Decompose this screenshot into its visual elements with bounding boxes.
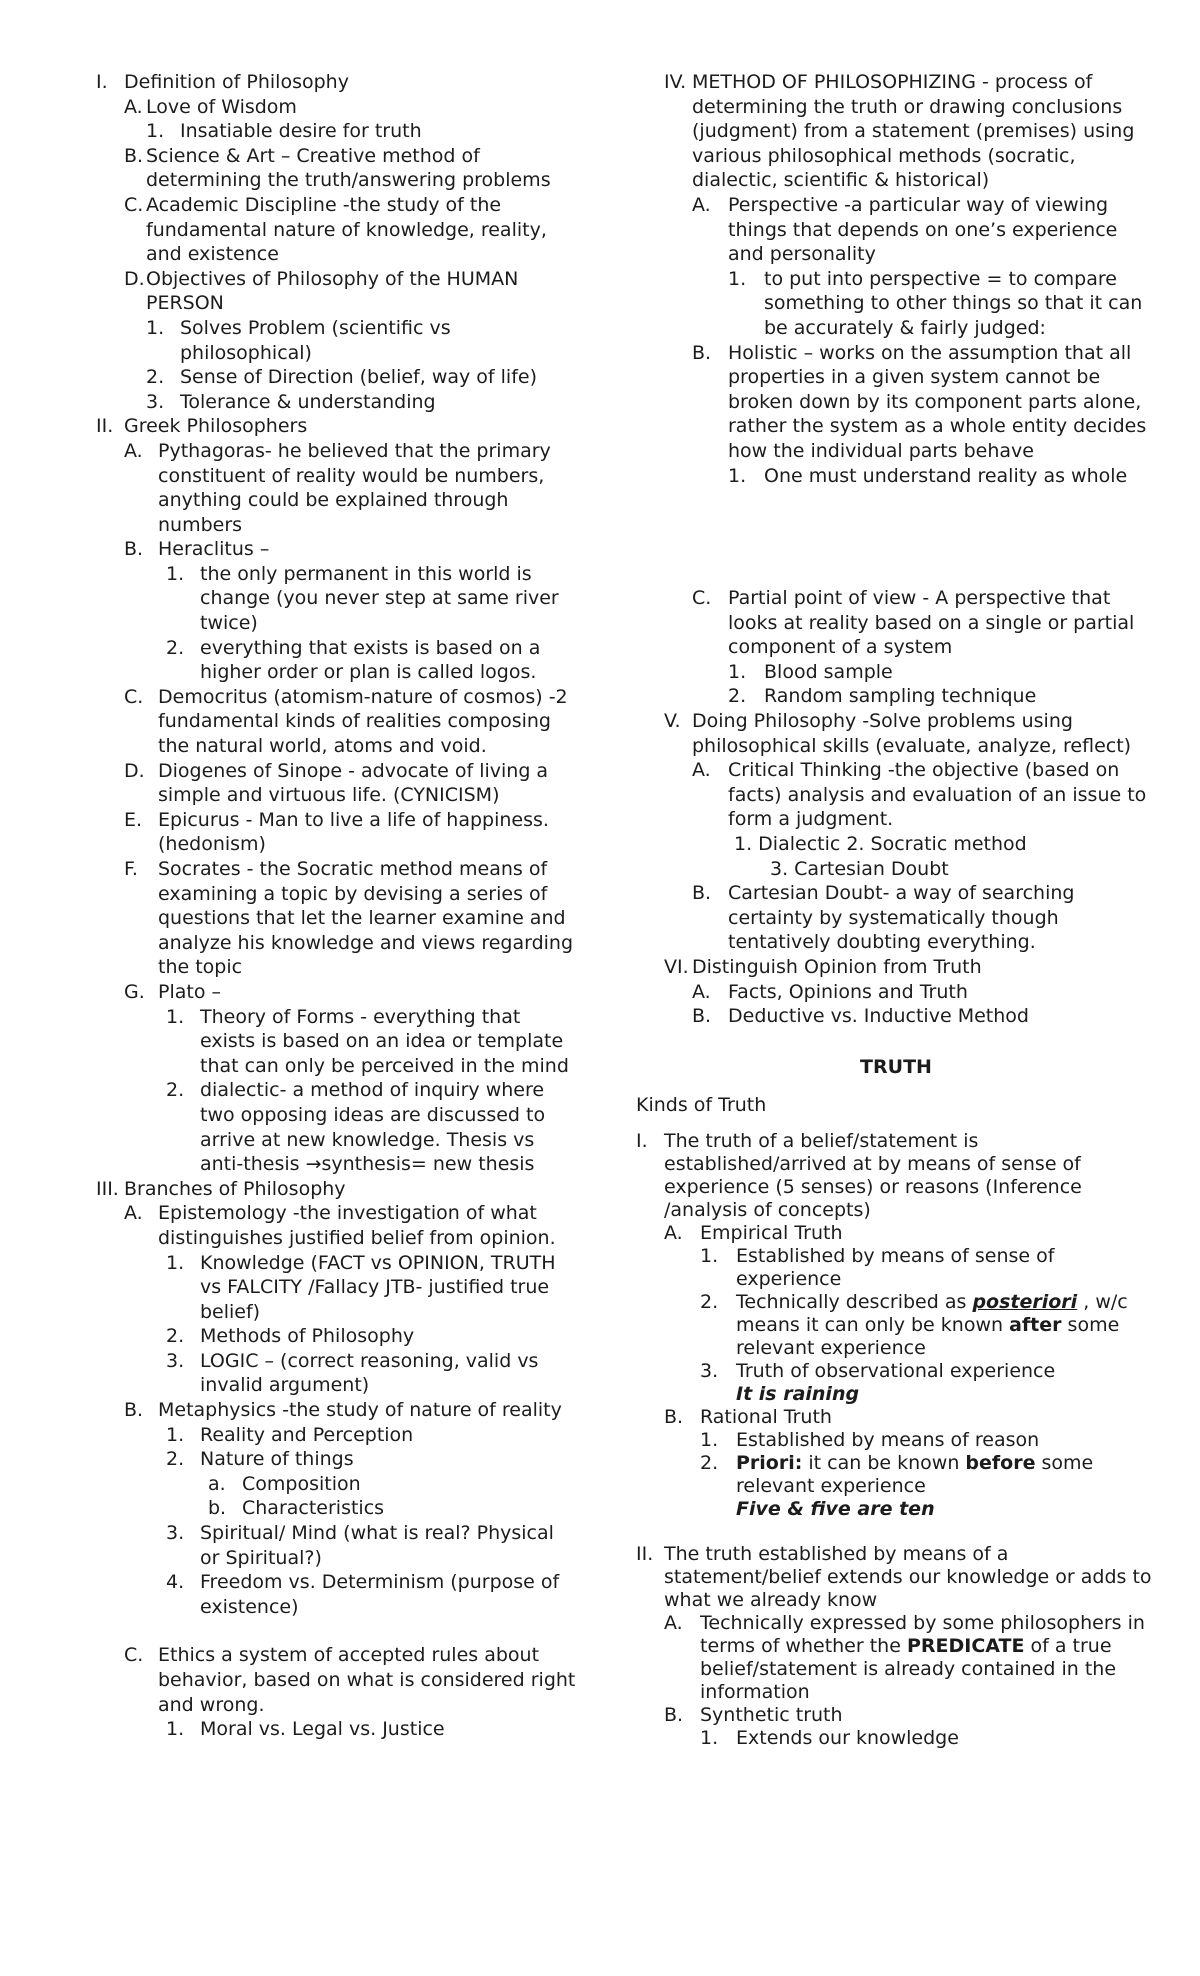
item-body: Established by means of sense of experience [736, 1244, 1055, 1290]
bold-term: after [1009, 1313, 1062, 1336]
item-text [200, 636, 576, 685]
item-marker: 1. [700, 1244, 719, 1267]
item-text [692, 955, 1156, 980]
item-marker: IV. [664, 71, 687, 93]
item-body: Kinds of Truth [636, 1094, 767, 1117]
item-body: Synthetic truth [700, 1703, 843, 1726]
item-marker: III. [96, 1177, 119, 1200]
item-text [200, 1717, 576, 1742]
item-text [692, 709, 1156, 758]
item-marker: 1. [146, 316, 165, 339]
item-text [728, 758, 1156, 832]
item-text [736, 1245, 1156, 1291]
item-marker: B. [692, 341, 712, 364]
outline-item [96, 636, 576, 685]
item-text [770, 857, 1156, 882]
outline-item [96, 808, 576, 857]
outline-item [96, 1643, 576, 1717]
section-heading [636, 1055, 1156, 1080]
item-text [200, 1570, 576, 1619]
item-body: Cartesian Doubt- a way of searching certainty by systematically though tentatively doubting everything. [728, 882, 1075, 954]
item-marker: A. [692, 759, 711, 782]
item-marker: 2. [166, 1325, 185, 1348]
item-text [158, 537, 576, 562]
outline-item [96, 980, 576, 1005]
outline-item [636, 857, 1156, 882]
outline-item [96, 144, 576, 193]
outline-item [96, 1078, 576, 1176]
outline-item [96, 1398, 576, 1423]
outline-item [636, 1130, 1156, 1222]
item-marker: 3. [146, 390, 165, 413]
item-body: some relevant experience [736, 1313, 1120, 1359]
item-body: Technically expressed by some philosophers in terms of whether the [700, 1611, 1145, 1657]
item-text [242, 1472, 576, 1497]
item-body: Extends our knowledge [736, 1726, 959, 1749]
outline-item [96, 316, 576, 365]
item-body: Love of Wisdom [146, 95, 297, 118]
item-marker: A. [124, 95, 143, 118]
item-text [242, 1496, 576, 1521]
item-body: METHOD OF PHILOSOPHIZING - process of determining the truth or drawing conclusions (judgment) from a statement (premises) using various philosophical methods (socratic, dialectic, scientific & historical) [692, 71, 1135, 192]
item-body: The truth established by means of a statement/belief extends our knowledge or adds to what we already know [664, 1542, 1152, 1611]
item-marker: 1. [166, 1718, 185, 1741]
item-text [124, 70, 576, 95]
item-marker: 2. [700, 1290, 719, 1313]
item-text [180, 390, 576, 415]
item-marker: 1. [166, 1423, 185, 1446]
item-body: Five & five are ten [736, 1497, 935, 1520]
item-marker: b. [208, 1497, 227, 1520]
item-marker: 1. [728, 464, 747, 487]
item-text [700, 1612, 1156, 1704]
item-marker: 1. [700, 1428, 719, 1451]
item-text [158, 1201, 576, 1250]
outline-item [636, 980, 1156, 1005]
item-marker: C. [124, 193, 144, 216]
outline-item [636, 1429, 1156, 1452]
outline-item [96, 1177, 576, 1202]
item-body: Tolerance & understanding [180, 390, 436, 413]
item-marker: 3. [166, 1349, 185, 1372]
item-marker: D. [124, 759, 145, 782]
item-marker: 3. [166, 1522, 185, 1545]
item-marker: A. [124, 1202, 143, 1225]
item-text [146, 193, 576, 267]
bold-term: posteriori [972, 1290, 1078, 1313]
outline-item [636, 881, 1156, 955]
item-marker: D. [124, 267, 145, 290]
item-body: Freedom vs. Determinism (purpose of existence) [200, 1571, 560, 1618]
outline-item [96, 439, 576, 537]
outline-item [636, 709, 1156, 758]
item-text [692, 70, 1156, 193]
outline-item [636, 193, 1156, 267]
item-body: Democritus (atomism-nature of cosmos) -2 fundamental kinds of realities composing the natural world, atoms and void. [158, 685, 568, 758]
item-body: the only permanent in this world is change (you never step at same river twice) [200, 562, 559, 635]
item-text [124, 414, 576, 439]
item-marker: VI. [664, 956, 689, 978]
item-body: Partial point of view - A perspective that looks at reality based on a single or partial component of a system [728, 587, 1135, 659]
item-text [124, 1177, 576, 1202]
item-body: , w/c means it can only be known [736, 1290, 1128, 1336]
item-text [158, 1643, 576, 1717]
outline-item [96, 390, 576, 415]
outline-item [96, 70, 576, 95]
outline-item [96, 1472, 576, 1497]
item-body: Blood sample [764, 660, 893, 683]
item-body: Truth of observational experience [736, 1359, 1056, 1382]
item-marker: II. [96, 415, 114, 438]
item-body: of a true belief/statement is already contained in the information [700, 1634, 1117, 1703]
item-body: Moral vs. Legal vs. Justice [200, 1718, 445, 1741]
outline-item [96, 193, 576, 267]
item-marker: 2. [166, 1448, 185, 1471]
item-body: Branches of Philosophy [124, 1177, 346, 1200]
item-text [728, 1004, 1156, 1029]
outline-item [96, 267, 576, 316]
item-marker: 4. [166, 1571, 185, 1594]
item-body: Greek Philosophers [124, 415, 308, 438]
item-text [180, 316, 576, 365]
outline-item [636, 1093, 1156, 1118]
item-body: Diogenes of Sinope - advocate of living a simple and virtuous life. (CYNICISM) [158, 759, 549, 807]
item-marker: I. [636, 1129, 648, 1152]
outline-item [96, 1201, 576, 1250]
item-text [146, 267, 576, 316]
outline-item [636, 1543, 1156, 1612]
item-marker: E. [124, 808, 143, 831]
item-marker: 1. [700, 1726, 719, 1749]
item-text [700, 1406, 1156, 1429]
bold-term: PREDICATE [906, 1634, 1025, 1657]
item-marker: A. [692, 980, 711, 1003]
item-text [728, 586, 1156, 660]
outline-item [636, 267, 1156, 341]
outline-item [96, 759, 576, 808]
item-marker: B. [124, 144, 144, 167]
item-text [200, 1324, 576, 1349]
item-text [728, 193, 1156, 267]
item-body: Perspective -a particular way of viewing things that depends on one’s experience and personality [728, 193, 1118, 266]
item-marker: A. [664, 1221, 683, 1244]
item-text [728, 341, 1156, 464]
outline-item [636, 1383, 1156, 1406]
item-body: Theory of Forms - everything that exists is based on an idea or template that can only be perceived in the mind [200, 1005, 569, 1077]
item-text [736, 1291, 1156, 1360]
item-body: LOGIC – (correct reasoning, valid vs invalid argument) [200, 1349, 539, 1397]
item-body: Distinguish Opinion from Truth [692, 956, 982, 978]
item-text [728, 881, 1156, 955]
item-marker: I. [96, 71, 108, 93]
item-body: Nature of things [200, 1448, 354, 1471]
item-text [728, 980, 1156, 1005]
outline-item [96, 685, 576, 759]
outline-item [636, 758, 1156, 832]
item-body: Metaphysics -the study of nature of reality [158, 1399, 562, 1422]
item-body: Methods of Philosophy [200, 1325, 415, 1348]
item-marker: 1. [728, 267, 747, 290]
item-body: Epicurus - Man to live a life of happiness. (hedonism) [158, 808, 549, 856]
heading-text: TRUTH [860, 1055, 932, 1078]
outline-item [96, 95, 576, 120]
item-marker: B. [124, 538, 144, 561]
outline-item [96, 1521, 576, 1570]
item-marker: B. [664, 1405, 684, 1428]
item-body: 3. Cartesian Doubt [770, 857, 949, 880]
outline-item [96, 562, 576, 636]
item-marker: A. [124, 439, 143, 462]
item-marker: B. [692, 1005, 712, 1028]
outline-item [96, 1349, 576, 1398]
item-body: One must understand reality as whole [764, 464, 1128, 487]
item-body: Doing Philosophy -Solve problems using philosophical skills (evaluate, analyze, reflect) [692, 710, 1132, 757]
outline-item [636, 832, 1156, 857]
item-body: Pythagoras- he believed that the primary constituent of reality would be numbers, anything could be explained through numbers [158, 439, 551, 536]
item-text [158, 857, 576, 980]
item-body: Plato – [158, 980, 221, 1003]
outline-item [636, 464, 1156, 489]
item-marker: 3. [700, 1359, 719, 1382]
item-text [736, 1727, 1156, 1750]
item-body: Established by means of reason [736, 1428, 1040, 1451]
item-body: Technically described as [736, 1290, 967, 1313]
item-marker: C. [124, 1644, 144, 1667]
item-text [158, 759, 576, 808]
item-body: Knowledge (FACT vs OPINION, TRUTH vs FALCITY /Fallacy JTB- justified true belief) [200, 1251, 556, 1323]
outline-item [636, 1452, 1156, 1498]
item-marker: a. [208, 1472, 226, 1495]
outline-item [636, 660, 1156, 685]
item-marker: 2. [166, 1079, 185, 1102]
item-marker: 2. [166, 636, 185, 659]
item-marker: 2. [146, 366, 165, 389]
item-body: Socrates - the Socratic method means of examining a topic by devising a series of questions that let the learner examine and analyze his knowledge and views regarding the topic [158, 858, 574, 979]
item-text [158, 1398, 576, 1423]
item-text [158, 980, 576, 1005]
outline-item [96, 1251, 576, 1325]
outline-item [636, 1612, 1156, 1704]
outline-item [96, 1496, 576, 1521]
item-text [664, 1130, 1156, 1222]
item-text [734, 832, 1156, 857]
item-body: it can be known [802, 1451, 966, 1474]
item-body: Facts, Opinions and Truth [728, 980, 968, 1003]
item-marker: F. [124, 858, 138, 880]
item-body: Characteristics [242, 1497, 385, 1520]
right-column [636, 70, 1156, 1750]
outline-item [636, 1360, 1156, 1383]
item-text [764, 684, 1156, 709]
item-text [736, 1498, 1156, 1521]
item-body: Academic Discipline -the study of the fundamental nature of knowledge, reality, and existence [146, 193, 547, 266]
outline-item [96, 414, 576, 439]
item-body: to put into perspective = to compare something to other things so that it can be accurately & fairly judged: [764, 267, 1143, 339]
item-body: Critical Thinking -the objective (based on facts) analysis and evaluation of an issue to form a judgment. [728, 759, 1147, 831]
item-text [146, 95, 576, 120]
item-marker: 2. [728, 685, 747, 708]
item-text [200, 1521, 576, 1570]
bold-term: before [965, 1451, 1036, 1474]
outline-item [96, 1717, 576, 1742]
outline-item [96, 1005, 576, 1079]
item-marker: C. [124, 685, 144, 708]
outline-item [636, 586, 1156, 660]
item-text [146, 144, 576, 193]
item-text [736, 1383, 1156, 1406]
item-marker: G. [124, 980, 145, 1003]
item-body: The truth of a belief/statement is established/arrived at by means of sense of experience (5 senses) or reasons (Inference /analysis of concepts) [664, 1129, 1082, 1221]
item-marker: 1. [146, 120, 165, 143]
item-body: Epistemology -the investigation of what distinguishes justified belief from opinion. [158, 1202, 556, 1249]
outline-item [96, 857, 576, 980]
outline-item [636, 1222, 1156, 1245]
outline-item [636, 1704, 1156, 1727]
item-text [200, 1251, 576, 1325]
item-text [158, 439, 576, 537]
item-text [764, 464, 1156, 489]
item-text [180, 365, 576, 390]
bold-term: Priori: [736, 1451, 803, 1474]
item-text [200, 1349, 576, 1398]
item-marker: 2. [700, 1451, 719, 1474]
outline-item [636, 684, 1156, 709]
outline-item [96, 365, 576, 390]
item-text [200, 1005, 576, 1079]
item-body: dialectic- a method of inquiry where two opposing ideas are discussed to arrive at new knowledge. Thesis vs anti-thesis →synthesis= new thesis [200, 1079, 546, 1176]
item-text [736, 1360, 1156, 1383]
item-text [764, 267, 1156, 341]
item-body: Solves Problem (scientific vs philosophical) [180, 316, 451, 364]
item-body: Holistic – works on the assumption that all properties in a given system cannot be broken down by its component parts alone, rather the system as a whole entity decides how the individual parts behave [728, 341, 1147, 462]
item-text [700, 1222, 1156, 1245]
outline-item [96, 1423, 576, 1448]
item-marker: 1. [166, 562, 185, 585]
item-body: Objectives of Philosophy of the HUMAN PERSON [146, 267, 519, 315]
item-body: Deductive vs. Inductive Method [728, 1005, 1029, 1028]
outline-item [96, 1324, 576, 1349]
left-column [96, 70, 576, 1742]
item-marker: 1. [166, 1005, 185, 1028]
outline-item [636, 1291, 1156, 1360]
item-marker: 1. [166, 1251, 185, 1274]
item-body: Heraclitus – [158, 538, 270, 561]
item-text [636, 1093, 1156, 1118]
item-marker: A. [664, 1611, 683, 1634]
item-text [158, 808, 576, 857]
item-body: Random sampling technique [764, 685, 1037, 708]
item-text [200, 1078, 576, 1176]
item-body: Sense of Direction (belief, way of life) [180, 366, 537, 389]
outline-item [636, 1004, 1156, 1029]
item-body: Insatiable desire for truth [180, 120, 422, 143]
item-marker: B. [664, 1703, 684, 1726]
outline-item [636, 1406, 1156, 1429]
outline-item [636, 341, 1156, 464]
item-marker: C. [692, 587, 712, 610]
item-marker: B. [692, 882, 712, 905]
outline-item [636, 1245, 1156, 1291]
item-body: Science & Art – Creative method of determining the truth/answering problems [146, 144, 551, 192]
item-text [764, 660, 1156, 685]
item-text [158, 685, 576, 759]
item-text [200, 1447, 576, 1472]
item-text [736, 1452, 1156, 1498]
outline-item [636, 1727, 1156, 1750]
item-body: Ethics a system of accepted rules about behavior, based on what is considered right and wrong. [158, 1644, 576, 1716]
item-body: Empirical Truth [700, 1221, 843, 1244]
item-marker: II. [636, 1542, 654, 1565]
item-text [736, 1429, 1156, 1452]
item-body: Reality and Perception [200, 1423, 414, 1446]
item-text [664, 1543, 1156, 1612]
outline-item [96, 1447, 576, 1472]
item-text [200, 562, 576, 636]
item-body: Composition [242, 1472, 361, 1495]
item-marker: 1. [728, 660, 747, 683]
outline-item [96, 1570, 576, 1619]
item-body: Spiritual/ Mind (what is real? Physical or Spiritual?) [200, 1522, 554, 1569]
item-marker: B. [124, 1399, 144, 1422]
item-body: Definition of Philosophy [124, 71, 349, 93]
outline-item [636, 955, 1156, 980]
item-body: some relevant experience [736, 1451, 1094, 1497]
outline-item [96, 119, 576, 144]
item-body: It is raining [736, 1382, 860, 1405]
item-text [700, 1704, 1156, 1727]
item-body: 1. Dialectic 2. Socratic method [734, 833, 1027, 856]
outline-item [96, 537, 576, 562]
item-marker: A. [692, 193, 711, 216]
outline-item [636, 1498, 1156, 1521]
item-text [200, 1423, 576, 1448]
item-body: Rational Truth [700, 1405, 832, 1428]
item-marker: V. [664, 710, 681, 733]
item-body: everything that exists is based on a higher order or plan is called logos. [200, 636, 541, 684]
outline-item [636, 70, 1156, 193]
item-text [180, 119, 576, 144]
